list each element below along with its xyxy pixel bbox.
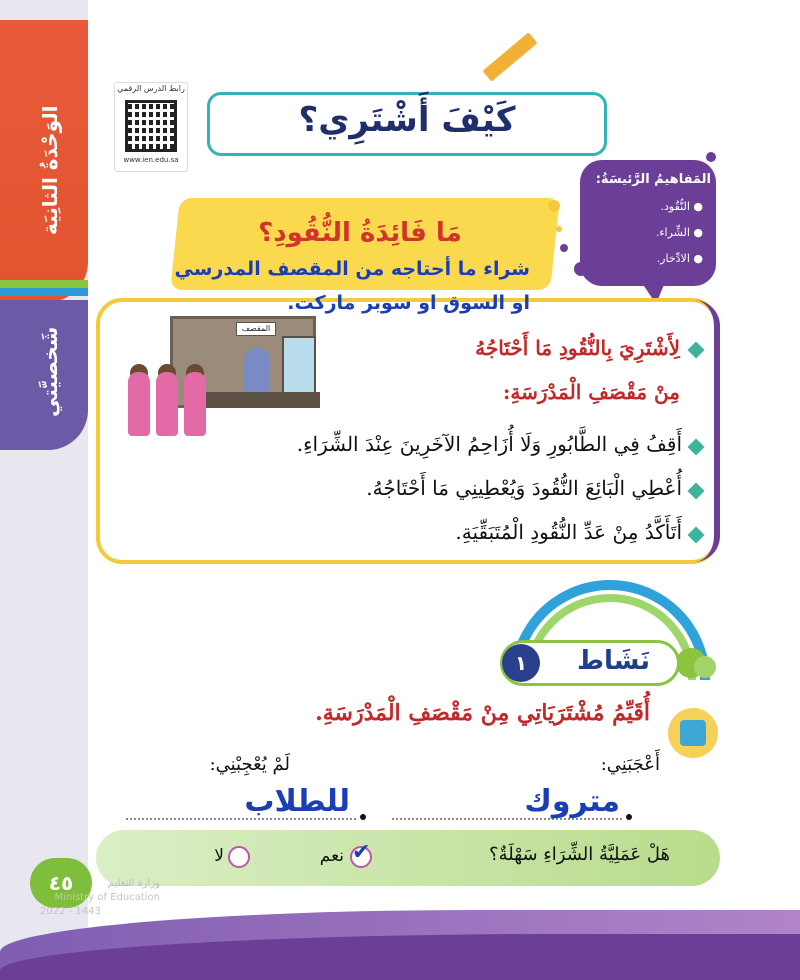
pencil-icon xyxy=(483,32,538,81)
lesson-title: كَيْفَ أَشْتَرِي؟ xyxy=(298,100,516,140)
handwritten-answer xyxy=(130,252,530,320)
puzzle-piece-icon xyxy=(680,720,706,746)
disliked-answer-marker xyxy=(360,814,366,820)
qr-code-icon[interactable] xyxy=(125,100,177,152)
concept-item-buying: ● الشِّراء. xyxy=(655,226,703,239)
content-box-accent xyxy=(688,300,720,562)
content-line-5: أَتَأَكَّدُ مِنْ عَدِّ النُّقُودِ الْمُتَبَقِّيَةِ. xyxy=(455,520,682,544)
no-radio[interactable] xyxy=(228,846,250,868)
content-line-4: أُعْطِي الْبَائِعَ النُّقُودَ وَيُعْطِينِي مَا أَحْتَاجُهُ. xyxy=(366,476,682,500)
concept-item-saving: ● الادِّخار. xyxy=(656,252,703,265)
no-label: لا xyxy=(214,846,224,866)
content-line-2: مِنْ مَقْصَفِ الْمَدْرَسَةِ: xyxy=(503,380,680,404)
yes-label: نعم xyxy=(319,846,344,866)
canteen-sign: المقصف xyxy=(236,322,276,336)
check-icon: ✔ xyxy=(352,840,371,865)
student-figure xyxy=(128,372,150,436)
personal-tab-label: شَخصيَّتي xyxy=(38,326,62,418)
key-concepts-title: المَفاهيمُ الرَّئيسَةُ: xyxy=(595,172,711,187)
answer-line-2: او السوق او سوبر ماركت. xyxy=(287,292,530,314)
liked-label: أَعْجَبَنِي: xyxy=(600,754,660,775)
liked-answer-marker xyxy=(626,814,632,820)
qr-url: www.ien.edu.sa xyxy=(123,156,179,164)
unit-tab-label: الوَحْدَةُ الثانِيَة xyxy=(38,105,62,235)
disliked-answer-field[interactable]: للطلاب xyxy=(244,784,350,819)
easy-question: هَلْ عَمَلِيَّةُ الشِّرَاءِ سَهْلَةٌ؟ xyxy=(489,844,670,865)
qr-caption: رابط الدرس الرقمي xyxy=(117,84,185,93)
disliked-label: لَمْ يُعْجِبْنِي: xyxy=(209,754,290,775)
watermark-english: Ministry of Education xyxy=(54,892,160,903)
decor-dot xyxy=(548,200,560,212)
student-figure xyxy=(156,372,178,436)
watermark-year: 2022 - 1443 xyxy=(40,906,101,917)
concept-item-money: ● النُّقُود. xyxy=(660,200,703,213)
student-figure xyxy=(184,372,206,436)
decor-dot xyxy=(560,244,568,252)
activity-label: نَشَاط xyxy=(577,646,650,676)
watermark-arabic: وزارة التعليم xyxy=(107,878,160,889)
vendor-figure xyxy=(244,348,270,392)
decor-dot xyxy=(574,262,588,276)
activity-number: ١ xyxy=(502,644,540,682)
decor-dot xyxy=(556,226,562,232)
activity-instruction: أُقَيِّمُ مُشْتَرَيَاتِي مِنْ مَقْصَفِ الْمَدْرَسَةِ. xyxy=(315,700,650,726)
content-line-1: لِأَشْتَرِيَ بِالنُّقُودِ مَا أَحْتَاجُهُ xyxy=(475,336,680,360)
liked-answer-field[interactable]: متروك xyxy=(524,784,620,819)
content-line-3: أَقِفُ فِي الطَّابُورِ وَلَا أُزَاحِمُ الآخَرِينَ عِنْدَ الشِّرَاءِ. xyxy=(296,432,682,456)
page-number: ٤٥ xyxy=(30,858,92,908)
decor-dot xyxy=(706,152,716,162)
answer-line-1: شراء ما أحتاجه من المقصف المدرسي xyxy=(174,258,530,280)
cloud-icon xyxy=(694,656,716,678)
unit-tab-stripe-blue xyxy=(0,288,88,296)
canteen-counter xyxy=(200,392,320,408)
question-heading: مَا فَائِدَةُ النُّقُودِ؟ xyxy=(258,218,462,248)
